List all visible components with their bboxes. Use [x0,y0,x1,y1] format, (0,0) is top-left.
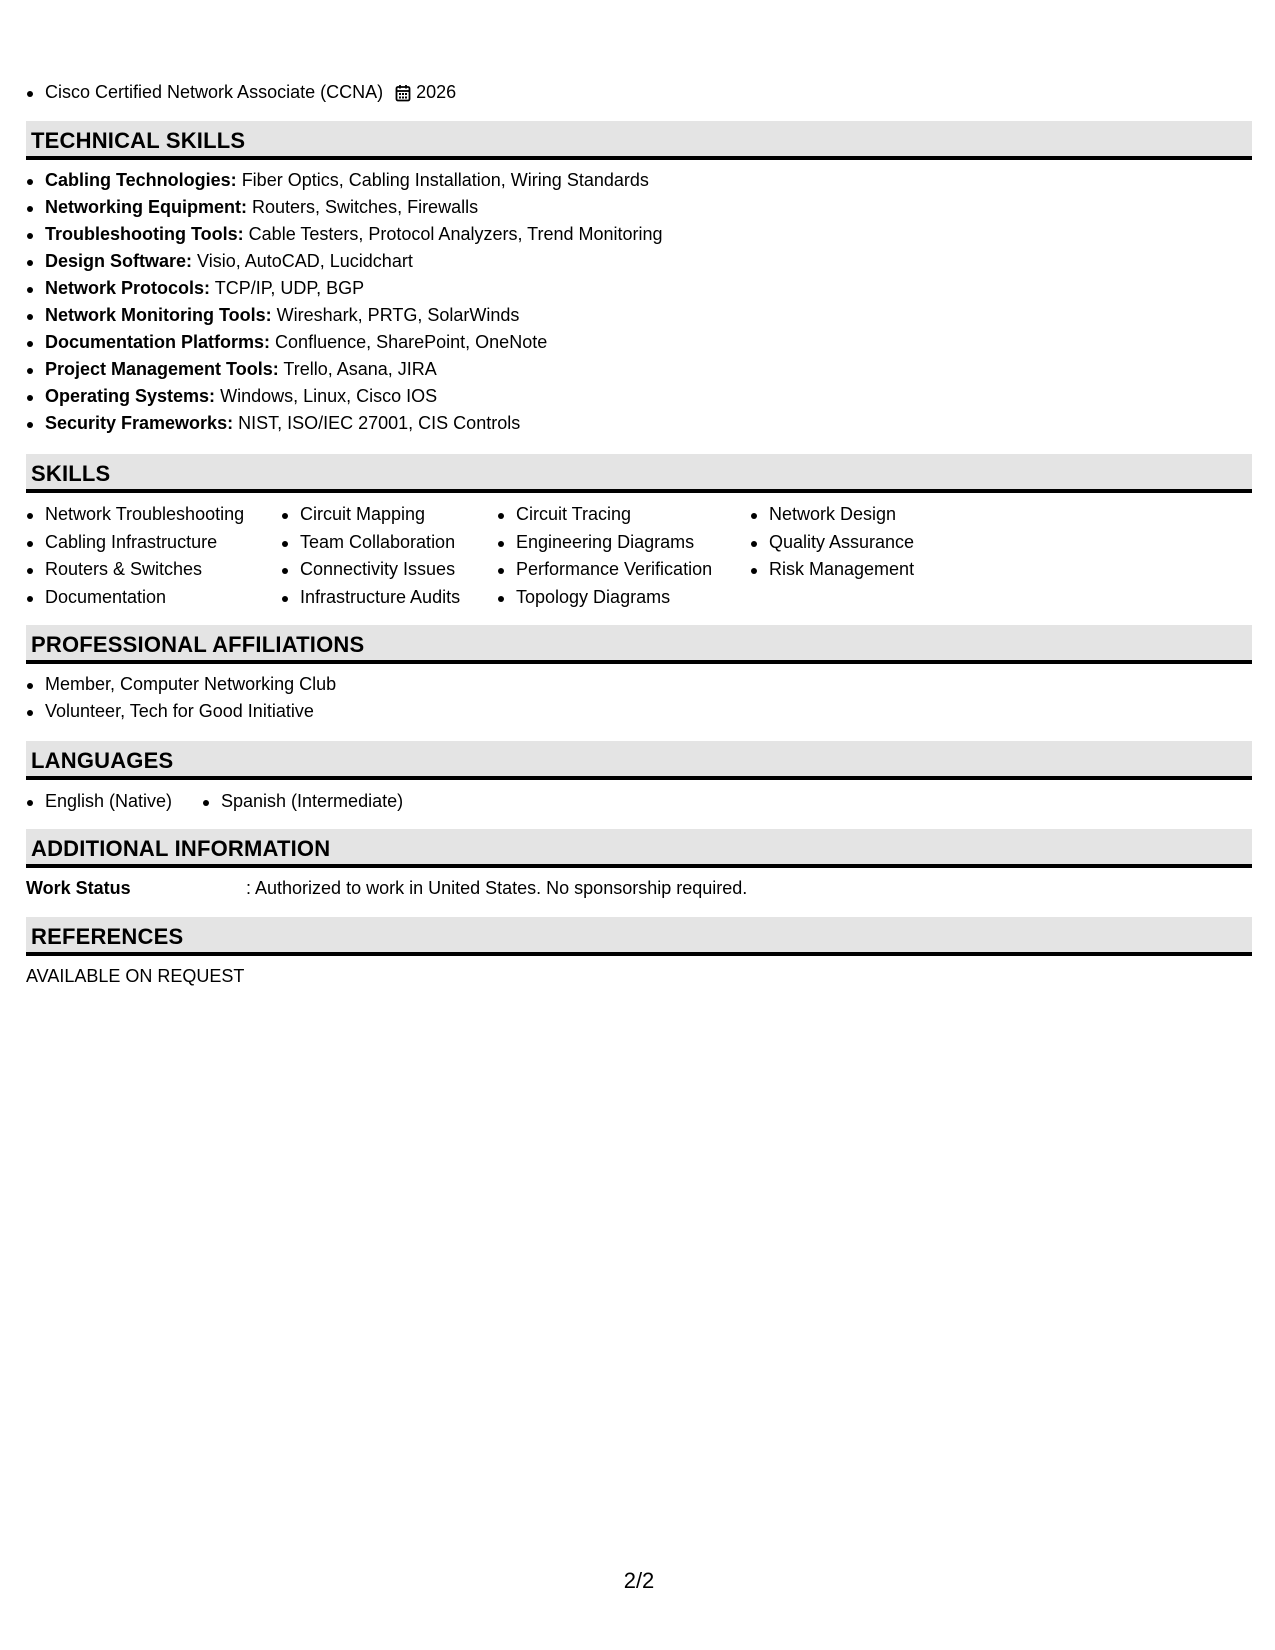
technical-skill-item [26,356,663,383]
technical-skill-item [26,329,663,356]
language-item: English (Native) [26,788,202,815]
references-text: AVAILABLE ON REQUEST [26,966,245,986]
skill-category: Troubleshooting Tools: [45,224,244,244]
work-status-value: : Authorized to work in United States. No sponsorship required. [246,878,748,898]
skill-values: Cable Testers, Protocol Analyzers, Trend Monitoring [248,224,663,244]
skill-item: Team Collaboration [281,529,497,557]
work-status-row [26,875,747,902]
language-column [26,788,202,815]
skill-values: Windows, Linux, Cisco IOS [220,386,438,406]
technical-skills-header [26,121,1252,160]
technical-skill-item [26,302,663,329]
technical-skill-item [26,410,663,437]
skill-category: Security Frameworks: [45,413,234,433]
work-status-label: Work Status [26,878,131,898]
skills-header [26,454,1252,493]
resume-page [26,0,1252,1650]
affiliations-list [26,671,336,725]
technical-skill-item [26,194,663,221]
section-title: PROFESSIONAL AFFILIATIONS [31,632,365,657]
page-number: 2/2 [623,1568,655,1593]
technical-skill-item [26,167,663,194]
skill-category: Project Management Tools: [45,359,279,379]
skill-category: Operating Systems: [45,386,216,406]
skill-values: TCP/IP, UDP, BGP [214,278,365,298]
affiliations-header [26,625,1252,664]
skills-column [750,501,1000,611]
skills-column [497,501,750,611]
skill-item: Infrastructure Audits [281,584,497,612]
skills-grid [26,501,1000,611]
skills-column [26,501,281,611]
skill-item: Routers & Switches [26,556,281,584]
technical-skill-item [26,248,663,275]
certification-date [395,79,456,106]
skill-item: Network Troubleshooting [26,501,281,529]
skill-category: Network Monitoring Tools: [45,305,272,325]
skill-values: Fiber Optics, Cabling Installation, Wiring Standards [241,170,649,190]
affiliation-item: Volunteer, Tech for Good Initiative [26,698,336,725]
skill-category: Networking Equipment: [45,197,247,217]
skill-item: Quality Assurance [750,529,1000,557]
skill-category: Design Software: [45,251,193,271]
skill-item: Performance Verification [497,556,750,584]
additional-info-header [26,829,1252,868]
certification-year: 2026 [416,82,457,102]
certification-name: Cisco Certified Network Associate (CCNA) [45,82,384,102]
section-title: SKILLS [31,461,111,486]
skill-values: Wireshark, PRTG, SolarWinds [276,305,520,325]
skill-item: Cabling Infrastructure [26,529,281,557]
technical-skills-list [26,167,663,437]
skill-item: Circuit Tracing [497,501,750,529]
languages-header [26,741,1252,780]
section-title: TECHNICAL SKILLS [31,128,246,153]
language-item: Spanish (Intermediate) [202,788,403,815]
skill-values: Routers, Switches, Firewalls [252,197,479,217]
skill-category: Network Protocols: [45,278,211,298]
skills-column [281,501,497,611]
affiliation-item: Member, Computer Networking Club [26,671,336,698]
certification-item [26,79,456,106]
skill-item: Topology Diagrams [497,584,750,612]
skill-values: Visio, AutoCAD, Lucidchart [197,251,413,271]
skill-item: Circuit Mapping [281,501,497,529]
section-title: REFERENCES [31,924,184,949]
section-title: ADDITIONAL INFORMATION [31,836,331,861]
skill-category: Documentation Platforms: [45,332,271,352]
section-title: LANGUAGES [31,748,174,773]
calendar-icon [395,84,411,102]
language-column [202,788,403,815]
technical-skill-item [26,383,663,410]
languages-list [26,788,403,815]
skill-values: Trello, Asana, JIRA [283,359,437,379]
skill-values: NIST, ISO/IEC 27001, CIS Controls [238,413,521,433]
references-header [26,917,1252,956]
technical-skill-item [26,221,663,248]
skill-item: Documentation [26,584,281,612]
skill-item: Network Design [750,501,1000,529]
skill-item: Connectivity Issues [281,556,497,584]
skill-values: Confluence, SharePoint, OneNote [275,332,548,352]
skill-item: Risk Management [750,556,1000,584]
skill-item: Engineering Diagrams [497,529,750,557]
certifications-list [26,79,456,106]
technical-skill-item [26,275,663,302]
skill-category: Cabling Technologies: [45,170,237,190]
